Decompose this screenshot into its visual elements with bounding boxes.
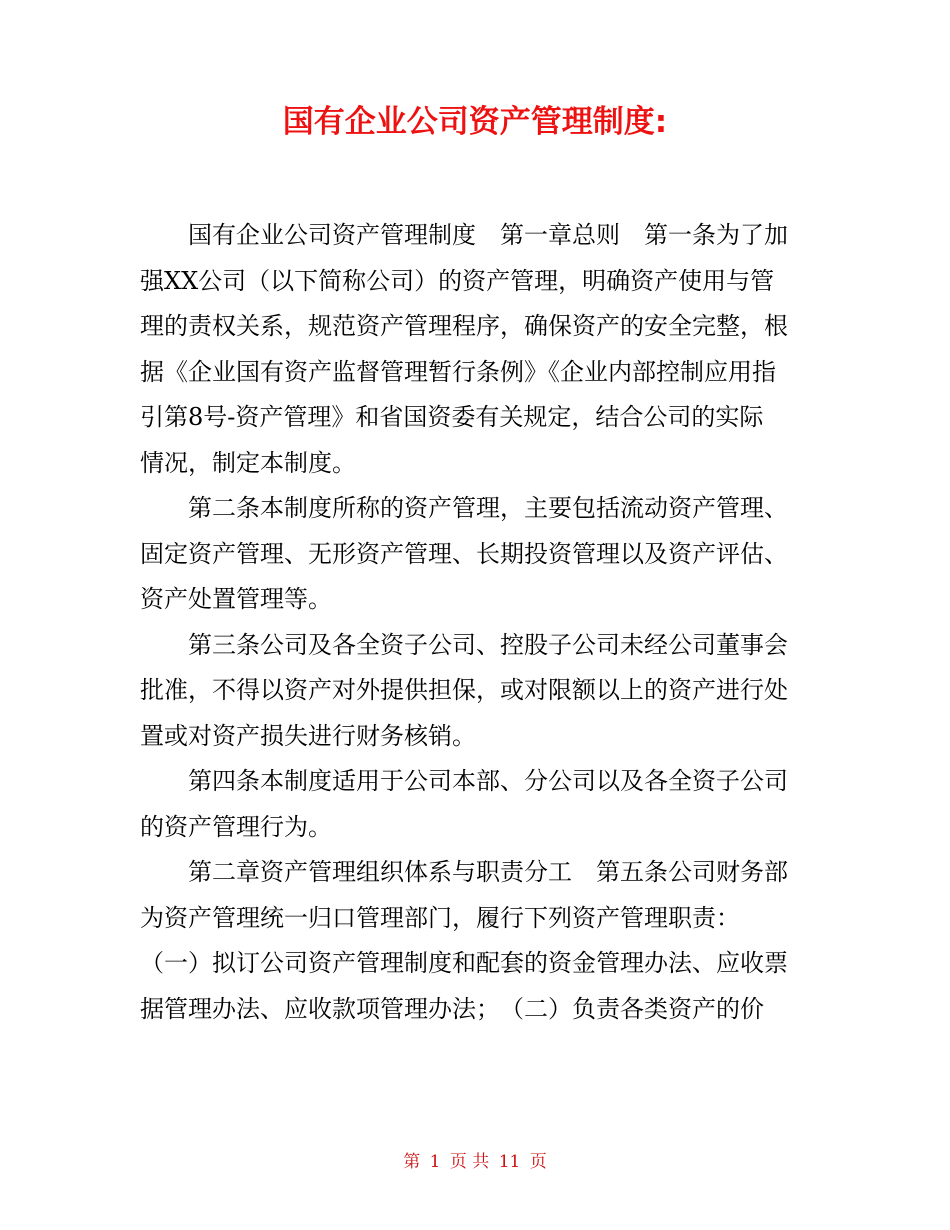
text-line: 情况，制定本制度。 (140, 448, 356, 477)
text-line: 的资产管理行为。 (140, 812, 332, 841)
text-line: 第三条公司及各全资子公司、控股子公司未经公司董事会 (188, 630, 788, 659)
text-line: 为资产管理统一归口管理部门，履行下列资产管理职责： (140, 903, 740, 932)
paragraph-5 (140, 850, 812, 1032)
paragraph-2 (140, 486, 812, 623)
text-line: 置或对资产损失进行财务核销。 (140, 721, 476, 750)
text-line: 固定资产管理、无形资产管理、长期投资管理以及资产评估、 (140, 539, 788, 568)
text-line: 引第8号-资产管理》和省国资委有关规定，结合公司的实际 (140, 403, 764, 431)
text-line: 资产处置管理等。 (140, 585, 332, 613)
text-line: 第二章资产管理组织体系与职责分工 第五条公司财务部 (188, 858, 788, 886)
footer-mid: 页 共 (449, 1152, 490, 1172)
current-page-number: 1 (429, 1152, 441, 1172)
footer-prefix: 第 (403, 1152, 421, 1172)
total-pages-number: 11 (498, 1152, 521, 1172)
document-body (140, 213, 812, 1032)
text-line: 批准，不得以资产对外提供担保，或对限额以上的资产进行处 (140, 676, 788, 704)
text-line: 据《企业国有资产监督管理暂行条例》《企业内部控制应用指 (140, 357, 776, 386)
text-line: 第二条本制度所称的资产管理，主要包括流动资产管理、 (188, 494, 788, 522)
text-line: 强XX公司（以下简称公司）的资产管理，明确资产使用与管 (140, 266, 775, 295)
text-line: 第四条本制度适用于公司本部、分公司以及各全资子公司 (188, 767, 788, 795)
text-line: 理的责权关系，规范资产管理程序，确保资产的安全完整，根 (140, 312, 788, 340)
text-line: （一）拟订公司资产管理制度和配套的资金管理办法、应收票 (140, 949, 788, 977)
paragraph-1 (140, 213, 812, 486)
text-line: 据管理办法、应收款项管理办法； （二）负责各类资产的价 (140, 994, 764, 1023)
document-title: 国有企业公司资产管理制度: (282, 104, 668, 140)
paragraph-4 (140, 759, 812, 850)
page-footer (0, 1150, 950, 1174)
paragraph-3 (140, 623, 812, 760)
footer-suffix: 页 (529, 1152, 547, 1172)
text-line: 国有企业公司资产管理制度 第一章总则 第一条为了加 (188, 221, 788, 249)
